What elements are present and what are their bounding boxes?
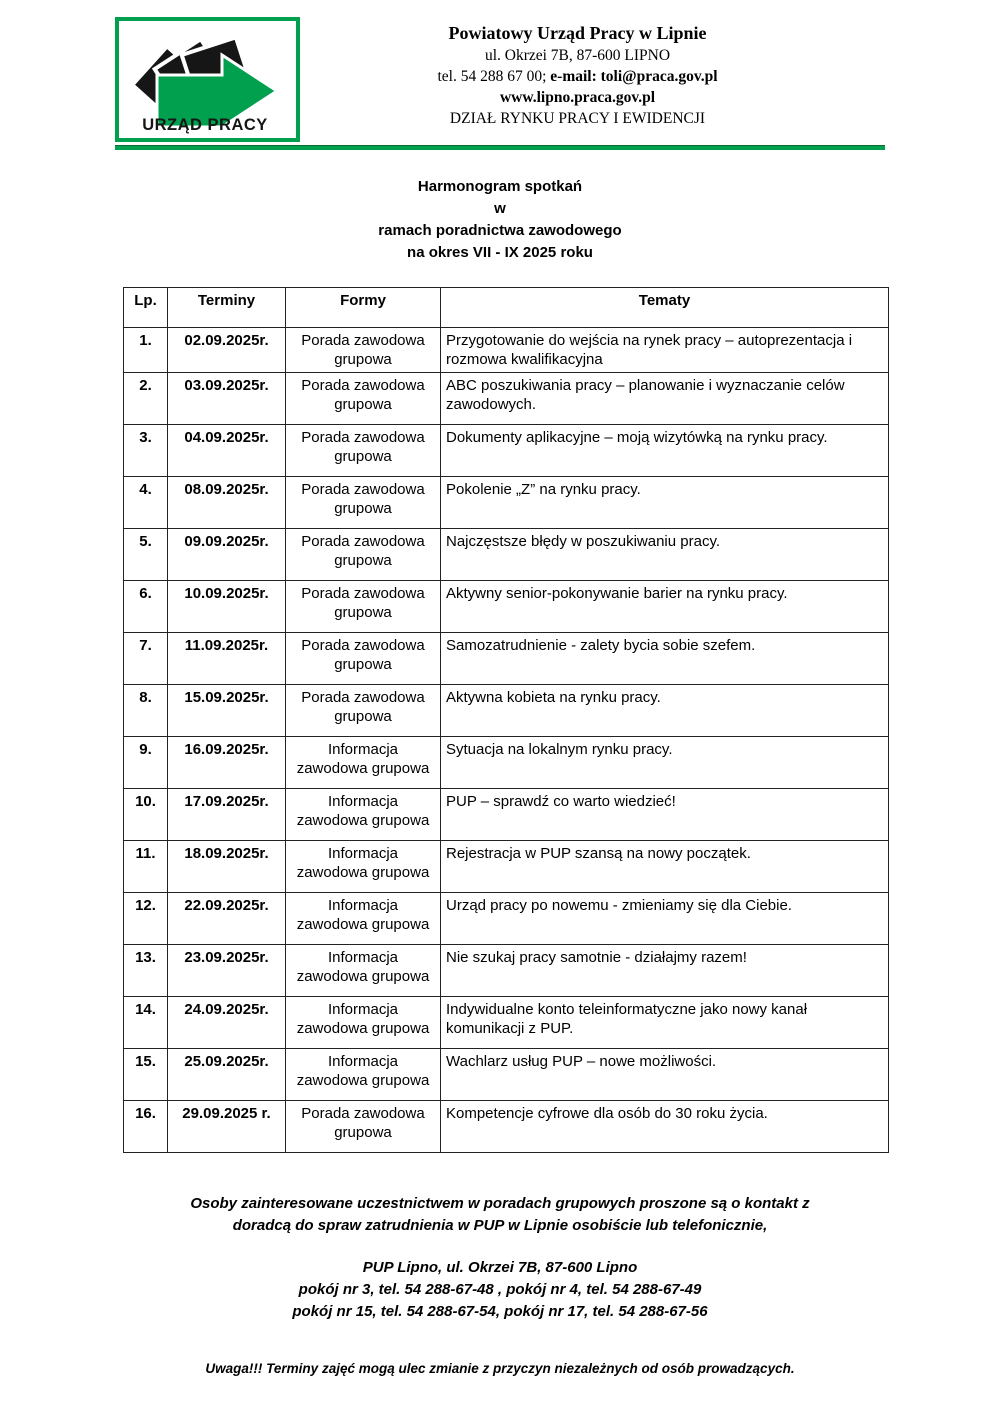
form-cell: Porada zawodowa grupowa (286, 477, 441, 529)
urzad-pracy-logo-icon (115, 17, 300, 142)
topic-cell: ABC poszukiwania pracy – planowanie i wyznaczanie celów zawodowych. (441, 373, 889, 425)
pup-address-block (115, 1257, 885, 1323)
table-row (124, 633, 889, 685)
row-number-cell: 16. (124, 1101, 168, 1153)
topic-cell: Urząd pracy po nowemu - zmieniamy się dla Ciebie. (441, 893, 889, 945)
table-header-row (124, 288, 889, 328)
org-name: Powiatowy Urząd Pracy w Lipnie (448, 23, 707, 43)
topic-cell: Najczęstsze błędy w poszukiwaniu pracy. (441, 529, 889, 581)
topic-cell: Rejestracja w PUP szansą na nowy początek. (441, 841, 889, 893)
org-address: ul. Okrzei 7B, 87-600 LIPNO (484, 47, 671, 64)
page-title (115, 176, 885, 264)
table-row (124, 997, 889, 1049)
col-header-terminy: Terminy (168, 288, 286, 328)
warning-note: Uwaga!!! Terminy zajęć mogą ulec zmianie z przyczyn niezależnych od osób prowadzących. (205, 1361, 795, 1376)
table-row (124, 685, 889, 737)
date-cell: 10.09.2025r. (168, 581, 286, 633)
row-number-cell: 12. (124, 893, 168, 945)
date-cell: 17.09.2025r. (168, 789, 286, 841)
table-row (124, 1101, 889, 1153)
date-cell: 23.09.2025r. (168, 945, 286, 997)
row-number-cell: 4. (124, 477, 168, 529)
logo-label: URZĄD PRACY (142, 116, 268, 134)
row-number-cell: 5. (124, 529, 168, 581)
topic-cell: Kompetencje cyfrowe dla osób do 30 roku życia. (441, 1101, 889, 1153)
form-cell: Porada zawodowa grupowa (286, 1101, 441, 1153)
date-cell: 04.09.2025r. (168, 425, 286, 477)
form-cell: Informacja zawodowa grupowa (286, 997, 441, 1049)
date-cell: 25.09.2025r. (168, 1049, 286, 1101)
date-cell: 03.09.2025r. (168, 373, 286, 425)
form-cell: Informacja zawodowa grupowa (286, 841, 441, 893)
pup-address-line-3: pokój nr 15, tel. 54 288-67-54, pokój nr 17, tel. 54 288-67-56 (292, 1303, 708, 1320)
topic-cell: Indywidualne konto teleinformatyczne jako nowy kanał komunikacji z PUP. (441, 997, 889, 1049)
letterhead (115, 17, 885, 142)
table-row (124, 789, 889, 841)
org-tel-email (300, 66, 855, 87)
table-row (124, 477, 889, 529)
topic-cell: Dokumenty aplikacyjne – moją wizytówką na rynku pracy. (441, 425, 889, 477)
date-cell: 22.09.2025r. (168, 893, 286, 945)
topic-cell: PUP – sprawdź co warto wiedzieć! (441, 789, 889, 841)
table-row (124, 529, 889, 581)
org-tel: tel. 54 288 67 00; (437, 68, 551, 85)
topic-cell: Wachlarz usług PUP – nowe możliwości. (441, 1049, 889, 1101)
org-email: e-mail: toli@praca.gov.pl (550, 68, 718, 85)
contact-note-line-2: doradcą do spraw zatrudnienia w PUP w Lipnie osobiście lub telefonicznie, (232, 1217, 768, 1234)
row-number-cell: 7. (124, 633, 168, 685)
form-cell: Porada zawodowa grupowa (286, 425, 441, 477)
date-cell: 15.09.2025r. (168, 685, 286, 737)
form-cell: Porada zawodowa grupowa (286, 373, 441, 425)
form-cell: Porada zawodowa grupowa (286, 685, 441, 737)
table-row (124, 581, 889, 633)
org-website: www.lipno.praca.gov.pl (499, 89, 656, 106)
row-number-cell: 13. (124, 945, 168, 997)
table-row (124, 328, 889, 373)
row-number-cell: 8. (124, 685, 168, 737)
table-row (124, 1049, 889, 1101)
row-number-cell: 6. (124, 581, 168, 633)
topic-cell: Aktywna kobieta na rynku pracy. (441, 685, 889, 737)
topic-cell: Pokolenie „Z” na rynku pracy. (441, 477, 889, 529)
schedule-table (123, 287, 889, 1153)
form-cell: Informacja zawodowa grupowa (286, 789, 441, 841)
topic-cell: Aktywny senior-pokonywanie barier na rynku pracy. (441, 581, 889, 633)
pup-address-line-1: PUP Lipno, ul. Okrzei 7B, 87-600 Lipno (362, 1259, 638, 1276)
table-row (124, 737, 889, 789)
date-cell: 29.09.2025 r. (168, 1101, 286, 1153)
form-cell: Porada zawodowa grupowa (286, 529, 441, 581)
date-cell: 09.09.2025r. (168, 529, 286, 581)
col-header-tematy: Tematy (441, 288, 889, 328)
title-line-1: Harmonogram spotkań (417, 178, 583, 195)
topic-cell: Samozatrudnienie - zalety bycia sobie szefem. (441, 633, 889, 685)
row-number-cell: 3. (124, 425, 168, 477)
row-number-cell: 1. (124, 328, 168, 373)
form-cell: Porada zawodowa grupowa (286, 581, 441, 633)
form-cell: Porada zawodowa grupowa (286, 633, 441, 685)
pup-address-line-2: pokój nr 3, tel. 54 288-67-48 , pokój nr 4, tel. 54 288-67-49 (298, 1281, 702, 1298)
form-cell: Informacja zawodowa grupowa (286, 737, 441, 789)
table-row (124, 893, 889, 945)
date-cell: 08.09.2025r. (168, 477, 286, 529)
topic-cell: Nie szukaj pracy samotnie - działajmy razem! (441, 945, 889, 997)
table-row (124, 425, 889, 477)
header-divider (115, 145, 885, 150)
title-line-4: na okres VII - IX 2025 roku (407, 244, 593, 261)
row-number-cell: 14. (124, 997, 168, 1049)
title-line-3: ramach poradnictwa zawodowego (378, 222, 622, 239)
form-cell: Informacja zawodowa grupowa (286, 1049, 441, 1101)
form-cell: Informacja zawodowa grupowa (286, 893, 441, 945)
date-cell: 02.09.2025r. (168, 328, 286, 373)
row-number-cell: 2. (124, 373, 168, 425)
title-line-2: w (494, 200, 506, 217)
table-row (124, 841, 889, 893)
date-cell: 18.09.2025r. (168, 841, 286, 893)
table-row (124, 945, 889, 997)
form-cell: Porada zawodowa grupowa (286, 328, 441, 373)
row-number-cell: 9. (124, 737, 168, 789)
topic-cell: Przygotowanie do wejścia na rynek pracy – autoprezentacja i rozmowa kwalifikacyjna (441, 328, 889, 373)
form-cell: Informacja zawodowa grupowa (286, 945, 441, 997)
col-header-lp: Lp. (124, 288, 168, 328)
date-cell: 11.09.2025r. (168, 633, 286, 685)
date-cell: 16.09.2025r. (168, 737, 286, 789)
table-row (124, 373, 889, 425)
topic-cell: Sytuacja na lokalnym rynku pracy. (441, 737, 889, 789)
date-cell: 24.09.2025r. (168, 997, 286, 1049)
org-contact-block (300, 17, 885, 129)
row-number-cell: 15. (124, 1049, 168, 1101)
contact-note (115, 1193, 885, 1237)
urzad-pracy-logo (115, 17, 300, 142)
row-number-cell: 11. (124, 841, 168, 893)
col-header-formy: Formy (286, 288, 441, 328)
contact-note-line-1: Osoby zainteresowane uczestnictwem w poradach grupowych proszone są o kontakt z (190, 1195, 810, 1212)
org-department: DZIAŁ RYNKU PRACY I EWIDENCJI (449, 110, 706, 127)
row-number-cell: 10. (124, 789, 168, 841)
